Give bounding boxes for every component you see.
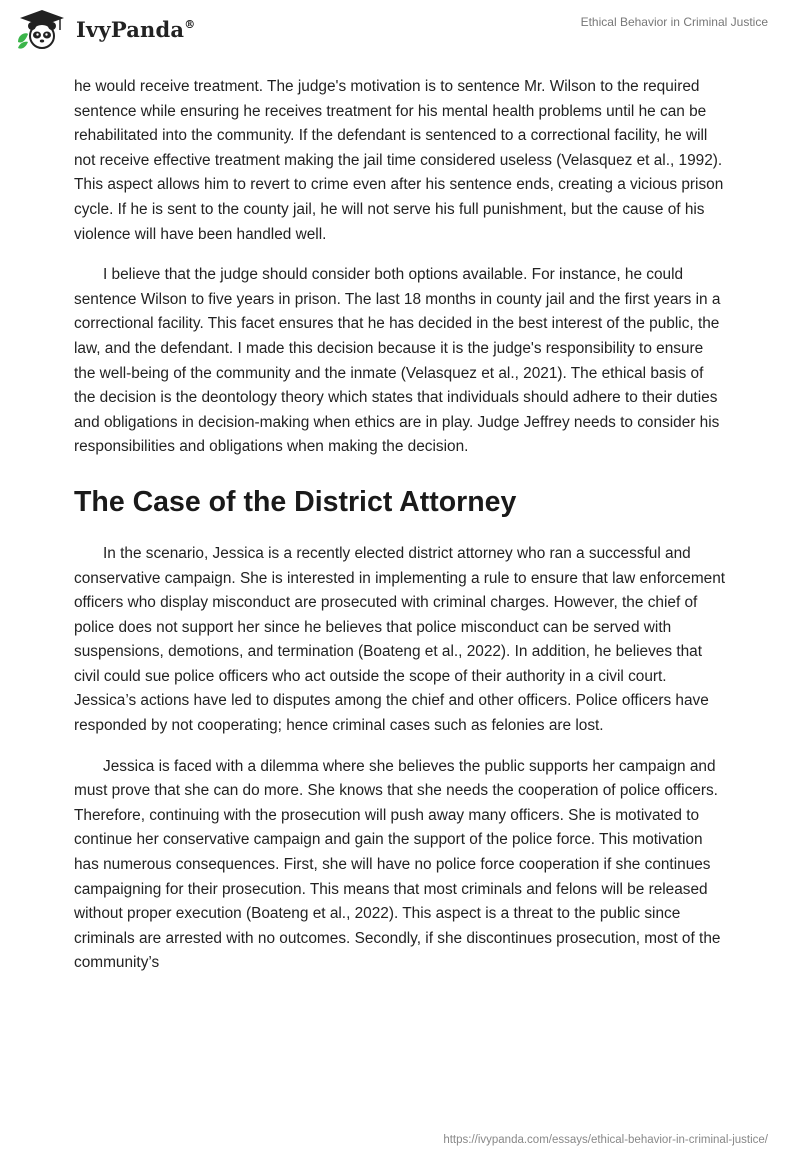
brand-name: IvyPanda® [76, 16, 196, 42]
paragraph: In the scenario, Jessica is a recently elected district attorney who ran a successful and conservative campaign. She is interested in implementing a rule to ensure that law enforcement officers who display misconduct are prosecuted with criminal charges. However, the chief of police does not support her since he believes that police misconduct can be served with suspensions, demotions, and termination (Boateng et al., 2022). In addition, he believes that civil could sue police officers who act outside the scope of their authority in a civil court. Jessica’s actions have led to disputes among the chief and other officers. Police officers have responded by not cooperating; hence criminal cases such as felonies are lost. [74, 544, 726, 735]
paragraph: he would receive treatment. The judge's motivation is to sentence Mr. Wilson to the required sentence while ensuring he receives treatment for his mental health problems until he can be rehabilitated into the community. If the defendant is sentenced to a correctional facility, he will not receive effective treatment making the jail time considered useless (Velasquez et al., 1992). This aspect allows him to revert to crime even after his sentence ends, creating a vicious prison cycle. If he is sent to the county jail, he will not serve his full punishment, but the cause of his violence will have been handled well. [74, 78, 724, 243]
section-heading: The Case of the District Attorney [74, 485, 517, 518]
document-title: Ethical Behavior in Criminal Justice [580, 15, 768, 29]
source-url[interactable]: https://ivypanda.com/essays/ethical-behavior-in-criminal-justice/ [443, 1134, 768, 1146]
paragraph: I believe that the judge should consider both options available. For instance, he could sentence Wilson to five years in prison. The last 18 months in county jail and the first years in a correctional facility. This facet ensures that he has decided in the best interest of the public, the law, and the defendant. I made this decision because it is the judge's responsibility to ensure the well-being of the community and the inmate (Velasquez et al., 2021). The ethical basis of the decision is the deontology theory which states that individuals should adhere to their duties and obligations in decision-making when ethics are in play. Judge Jeffrey needs to consider his responsibilities and obligations when making the decision. [74, 266, 721, 456]
paragraph: Jessica is faced with a dilemma where she believes the public supports her campaign and must prove that she can do more. She knows that she needs the cooperation of police officers. Therefore, continuing with the prosecution will push away many officers. She is motivated to continue her conservative campaign and gain the support of the police force. This motivation has numerous consequences. First, she will have no police force cooperation if she continues campaigning for their prosecution. This means that most criminals and felons will be released without proper execution (Boateng et al., 2022). This aspect is a threat to the public since criminals are arrested with no outcomes. Secondly, if she discontinues prosecution, most of the community’s [74, 757, 721, 972]
essay-body [74, 75, 726, 976]
logo[interactable] [14, 8, 195, 50]
panda-logo-icon [14, 8, 70, 50]
page-header [0, 0, 800, 60]
